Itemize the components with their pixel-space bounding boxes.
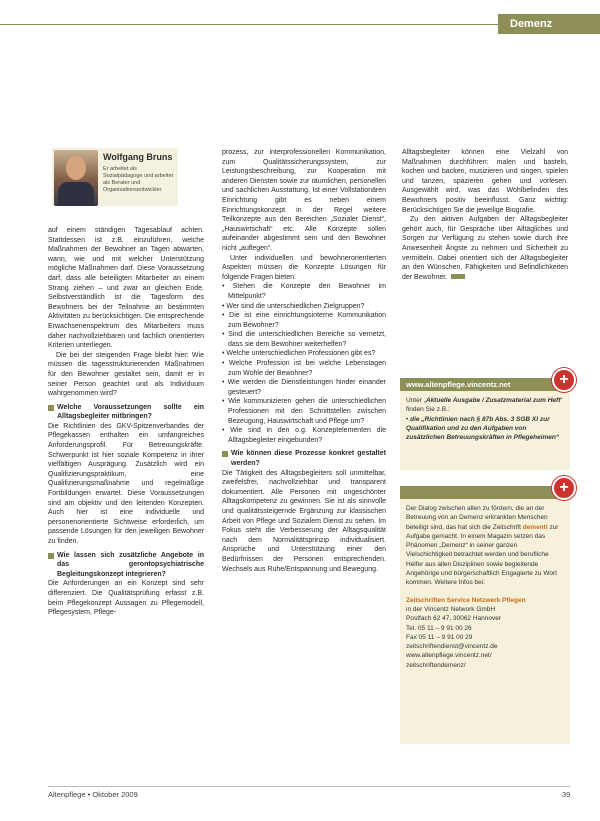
- info-box-web: [400, 378, 570, 470]
- author-photo: [54, 150, 98, 206]
- col1-paragraph-2: Die bei der steigenden Frage bleibt hier: Wie müssen die tagesstrukturierenden Maßnahmen für den Bewohner gestaltet sein, damit er in seiner Person geachtet und als Individuum wahrgenommen wird?: [48, 351, 204, 398]
- column-3: [402, 148, 568, 282]
- col2-bullet-list: [222, 282, 386, 445]
- list-item: • Welche Profession ist bei welche Lebenstagen zum Wohle der Bewohner?: [222, 360, 386, 377]
- plus-icon: +: [552, 476, 576, 500]
- list-item: • Wie werden die Dienstleistungen hinder einander gesteuert?: [222, 379, 386, 396]
- col1-paragraph-3: Die Richtlinien des GKV-Spitzenverbandes der Pflegekassen enthalten ein umfangreiches Anforderungsprofil. Für Betreuungskräfte. Schwerpunkt ist hier soziale Kompetenz in ihrer vielfältigen Ausprägung. Zusätzlich wird ein Qualifizierungspraktikum, eine Qualifizierungsmaßnahme und regelmäßige Fortbildungen erwartet. Diese Voraussetzungen sind am objektiv und den leitenden Konzepten. Auch hier ist eine individuelle und personenorientierte Sichtweise erforderlich, um passende Lösungen für den jeweiligen Bewohner zu finden.: [48, 422, 204, 545]
- info-box-text: Unter „Aktuelle Ausgabe / Zusatzmaterial zum Heft“ finden Sie z.B.: • die „Richtlinien nach § 87b Abs. 3 SGB XI zur Qualifikation und zu den Aufgaben von zusätzlichen Betreuungskräften in Pflegeheimen“: [406, 397, 563, 442]
- service-title: Zeitschriften Service Netzwerk Pflegen: [406, 596, 526, 604]
- col2-paragraph-1: prozess, zur interprofessionellen Kommunikation, zum Qualitätssicherungssystem, zur Leistungsbeschreibung, zur Kooperation mit anderen Diensten sowie zur räumlichen, personellen und sachlichen Ausstattung. Ist einer Vollstationären Einrichtung gibt es neben einem Einrichtungskonzept in der Regel weitere Teilkonzepte aus den Bereichen „Sozialer Dienst“, „Hauswirtschaft“ etc. Alle Konzepte sollen aufeinander abgestimmt sein und den Bewohner nicht „auflegen“.: [222, 149, 386, 252]
- col1-paragraph-1: auf einem ständigen Tagesablauf achten. Stattdessen ist z.B. einzuführen, welche Maßnahmen der Bewohner an Tagen abwarten, wann, wie und mit welcher Unterstützung mögliche Maßnahmen darf. Diese Voraussetzung darf, dass alle beteiligten Mitarbeiter an einem Strang ziehen – und zwar an gleichen Ende. Selbstverständlich ist die Tagesform des Bewohners bei der Teilnahme an bestimmten Aktivitäten zu berücksichtigen. Die entsprechende Erwachsenenspektrum des Mitarbeiters muss daher nachvollziehbaren und fachlich orientierten Kriterien unterliegen.: [48, 227, 204, 350]
- heading-marker-icon: [222, 451, 228, 457]
- footer-rule: [48, 786, 570, 787]
- col1-heading-2: Wie lassen sich zusätzliche Angebote in das gerontopsychiatrische Begleitungskonzept integrieren?: [48, 551, 204, 580]
- plus-icon: +: [552, 368, 576, 392]
- author-name: Wolfgang Bruns: [103, 152, 173, 162]
- end-mark-icon: [451, 274, 465, 279]
- section-header-bar: [0, 14, 600, 34]
- list-item: • Wie kommunizieren gehen die unterschiedlichen Professionen mit den Schnittstellen zwischen Bezeugung, Hauswirtschaft und Pflege um?: [222, 398, 386, 425]
- list-item: • Die ist eine einrichtungsinterne Kommunikation zum Bewohner?: [222, 312, 386, 329]
- list-item: • Wer sind die unterschiedlichen Zielgruppen?: [222, 302, 365, 310]
- col1-heading-1: Welche Voraussetzungen sollte ein Alltagsbegleiter mitbringen?: [48, 403, 204, 422]
- service-box-header: [400, 486, 570, 499]
- author-bio: Er arbeitet als Sozialpädagoge und arbeitet als Berater und Organisationsentwickler.: [103, 166, 174, 193]
- page-number: 39: [562, 790, 571, 799]
- author-face: [66, 156, 86, 180]
- list-item: • Sind die unterschiedlichen Bereiche so vernetzt, dass sie dem Bewohner weiterhelfen?: [222, 331, 386, 348]
- author-suit: [58, 182, 94, 206]
- footer-publication: Altenpflege • Oktober 2009: [48, 790, 138, 799]
- service-box: [400, 486, 570, 744]
- list-item: • Welche unterschiedlichen Professionen gibt es?: [222, 350, 376, 358]
- heading-marker-icon: [48, 405, 54, 411]
- col1-paragraph-4: Die Anforderungen an ein Konzept sind sehr differenziert. Die Qualitätsprüfung erfasst z.B. beim Pflegekonzept Aussagen zu Pflegemodell, Pflegesystem, Pflege-: [48, 580, 204, 617]
- col3-paragraph-2: Zu den aktiven Aufgaben der Alltagsbegleiter gehört auch, für Gespräche über Alltägliches und Sorgen zur Verfügung zu stehen sowie durch ihre Anwesenheit Ängste zu nehmen und Sicherheit zu vermitteln. Dabei orientiert sich der Alltagsbegleiter an den Wünschen, Fähigkeiten und Befindlichkeiten der Bewohner.: [402, 216, 568, 281]
- header-rule: [0, 24, 498, 25]
- col2-heading-1: Wie können diese Prozesse konkret gestaltet werden?: [222, 449, 386, 468]
- col2-paragraph-3: Die Tätigkeit des Alltagsbegleiters soll unmittelbar, zweifelsfrei, nachvollziehbar und transparent dokumentiert. Alle Personen mit ungeschönter Alltagskompetenz zu gewinnen. Sie ist als sinnvolle und qualitätssteigernde Ergänzung zur klassischen Arbeit von Pflege und Sozialem Dienst zu sehen. Im Fokus steht die Verbesserung der Alltagsqualität nach dem Normalitätsprinzip individualisiert. Ansprüche und Unterstützung einer den Bedürfnissen der Personen entsprechenden. Wechsels aus Ruhe/Entspannung und Bewegung.: [222, 469, 386, 573]
- service-web-link[interactable]: www.altenpflege.vincentz.net/: [406, 652, 492, 660]
- col3-paragraph-1: Alltagsbegleiter können eine Vielzahl von Maßnahmen durchführen: malen und basteln, kochen und backen, musizieren und singen, spielen und tanzen, spazieren gehen und vorlesen. Ausgewählt wird, was das Wohlbefinden des Bewohners positiv beeinflusst. Ganz wichtig: Berücksichtigen Sie die jeweilige Biografie.: [402, 149, 568, 214]
- list-item: • Stehen die Konzepte den Bewohner im Mittelpunkt?: [222, 283, 386, 300]
- service-address: in der Vincentz Network GmbH Postfach 62 47, 30062 Hannover Tel. 05 11 – 9 91 00 26 Fax 05 11 – 9 91 00 29 zeitschriftendienst@vincentz.de www.altenpflege.vincentz.net/ zeitschriftendemenz/: [406, 605, 564, 670]
- column-1: [48, 226, 204, 618]
- list-item: • Wie sind in den o.g. Konzeptelementen die Alltagsbegleiter eingebunden?: [222, 427, 386, 444]
- column-2: [222, 148, 386, 574]
- heading-marker-icon: [48, 553, 54, 559]
- info-box-url[interactable]: www.altenpflege.vincentz.net: [400, 378, 570, 391]
- section-tag: Demenz: [498, 14, 600, 34]
- col2-paragraph-2: Unter individuellen und bewohnerorientierten Aspekten müssen die Konzepte Lösungen für folgende Fragen bieten:: [222, 254, 386, 281]
- service-email-link[interactable]: zeitschriftendienst@vincentz.de: [406, 643, 498, 651]
- service-box-text: Der Dialog zwischen allen zu fördern, die an der Betreuung von an Demenz erkrankten Menschen beteiligt sind, das hat sich die Zeitschrift dementi zur Aufgabe gemacht. In einem Magazin setzen das Phänomen „Demenz“ in seiner ganzen Vielschichtigkeit betrachtet werden und berufliche Helfer aus allen Disziplinen sowie begleitende Angehörige und bürgerschaftlich Engagierte zu Wort kommen. Weitere Infos bei: Zeitschriften Service Netzwerk Pflegen in der Vincentz Network GmbH Postfach 62 47, 30062 Hannover Tel. 05 11 – 9 91 00 26 Fax 05 11 – 9 91 00 29 zeitschriftendienst@vincentz.de www.altenpflege.vincentz.net/ zeitschriftendemenz/: [406, 504, 564, 670]
